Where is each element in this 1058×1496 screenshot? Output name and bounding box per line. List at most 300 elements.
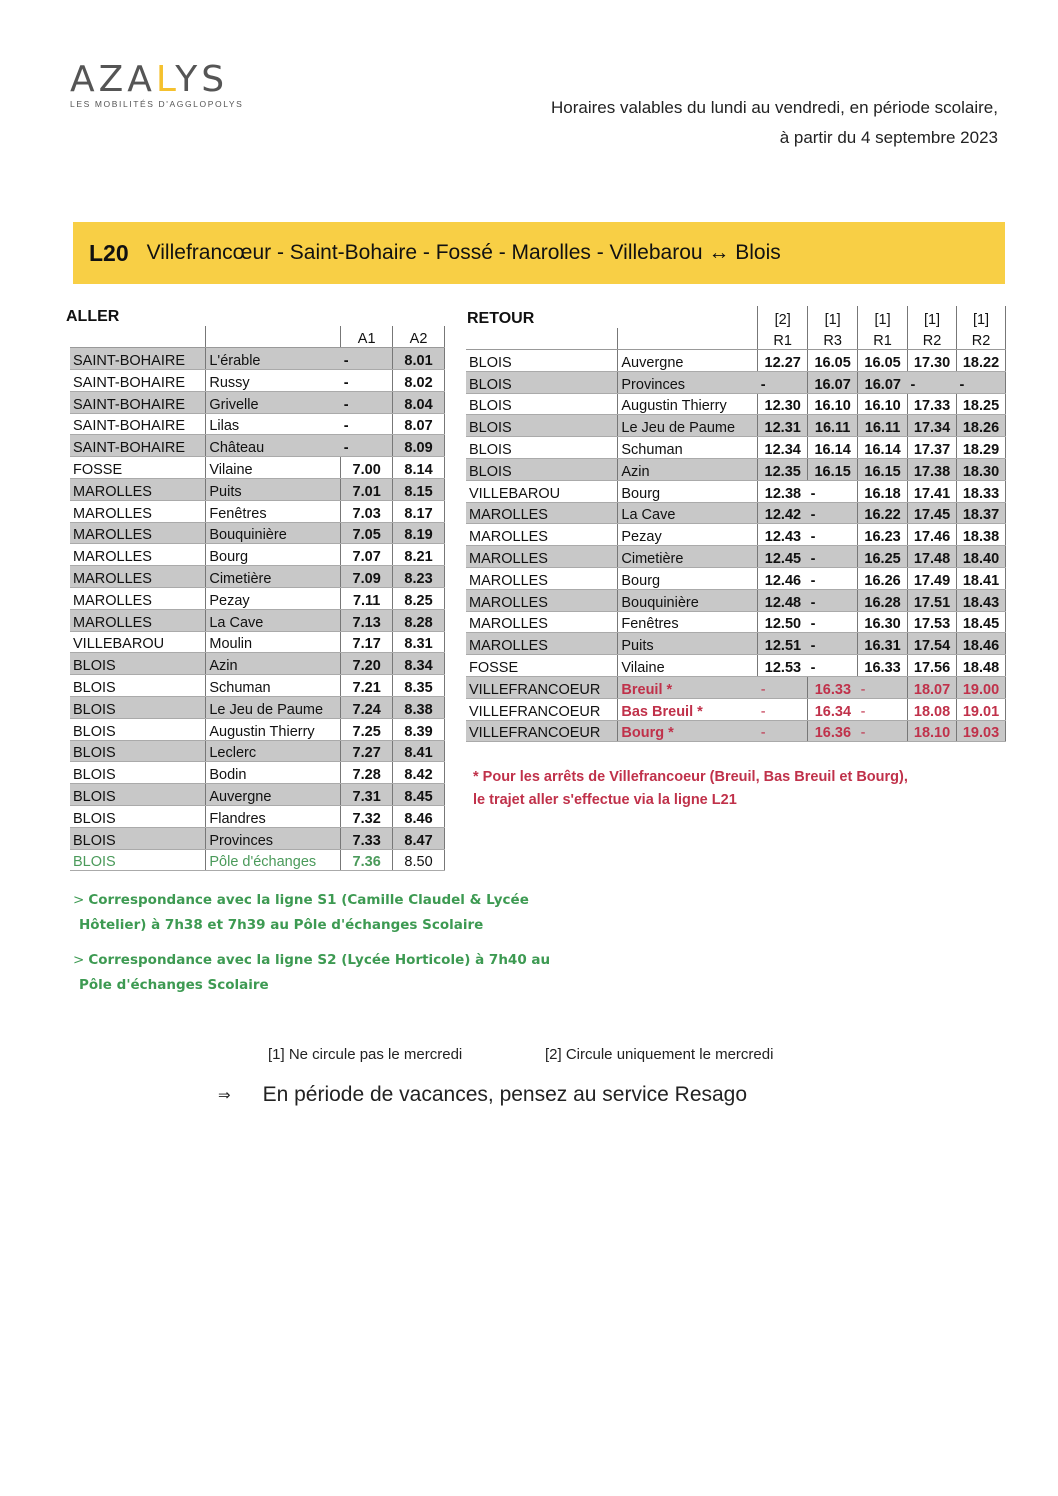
time-cell: 12.48 bbox=[758, 589, 808, 611]
stop-cell: Bourg bbox=[618, 568, 758, 590]
time-cell: 7.28 bbox=[341, 762, 393, 784]
table-row bbox=[70, 588, 445, 610]
time-cell: 8.21 bbox=[393, 544, 445, 566]
table-row bbox=[466, 437, 1006, 459]
stop-cell: La Cave bbox=[206, 609, 341, 631]
commune-cell: MAROLLES bbox=[70, 544, 206, 566]
commune-cell: MAROLLES bbox=[466, 502, 618, 524]
time-cell: - bbox=[908, 371, 957, 393]
column-header: A1 bbox=[341, 326, 393, 348]
commune-cell: SAINT-BOHAIRE bbox=[70, 435, 206, 457]
commune-cell: BLOIS bbox=[70, 827, 206, 849]
time-cell: 16.05 bbox=[858, 350, 908, 372]
table-row bbox=[466, 546, 1006, 568]
commune-cell: MAROLLES bbox=[70, 588, 206, 610]
stop-cell: Le Jeu de Paume bbox=[206, 697, 341, 719]
time-cell: 16.15 bbox=[808, 459, 858, 481]
blank-cell bbox=[466, 306, 618, 328]
time-cell: 8.19 bbox=[393, 522, 445, 544]
time-cell: 7.01 bbox=[341, 479, 393, 501]
line-title: Villefrancœur - Saint-Bohaire - Fossé - Marolles - Villebarou ↔ Blois bbox=[146, 241, 781, 264]
commune-cell: VILLEBAROU bbox=[466, 480, 618, 502]
course-header: R2 bbox=[908, 328, 957, 350]
line-banner bbox=[73, 222, 1005, 284]
time-cell: 16.31 bbox=[858, 633, 908, 655]
commune-cell: MAROLLES bbox=[466, 589, 618, 611]
time-cell: 16.25 bbox=[858, 546, 908, 568]
time-cell: 18.07 bbox=[908, 677, 957, 699]
time-cell: - bbox=[858, 720, 908, 742]
time-cell: - bbox=[808, 502, 858, 524]
stop-cell: L'érable bbox=[206, 348, 341, 370]
note-header: [1] bbox=[957, 306, 1006, 328]
commune-cell: MAROLLES bbox=[70, 522, 206, 544]
stop-cell: Le Jeu de Paume bbox=[618, 415, 758, 437]
time-cell: 7.33 bbox=[341, 827, 393, 849]
table-row bbox=[70, 522, 445, 544]
commune-cell: SAINT-BOHAIRE bbox=[70, 348, 206, 370]
time-cell: 12.53 bbox=[758, 655, 808, 677]
table-row bbox=[70, 370, 445, 392]
table-row bbox=[70, 784, 445, 806]
commune-cell: VILLEFRANCOEUR bbox=[466, 677, 618, 699]
commune-cell: MAROLLES bbox=[466, 524, 618, 546]
table-row bbox=[466, 698, 1006, 720]
time-cell: 17.46 bbox=[908, 524, 957, 546]
time-cell: - bbox=[808, 546, 858, 568]
time-cell: 8.46 bbox=[393, 806, 445, 828]
commune-cell: BLOIS bbox=[466, 415, 618, 437]
stop-cell: Bourg * bbox=[618, 720, 758, 742]
time-cell: 12.35 bbox=[758, 459, 808, 481]
header-row bbox=[70, 326, 445, 348]
course-header: R2 bbox=[957, 328, 1006, 350]
legend-1: [1] Ne circule pas le mercredi bbox=[268, 1046, 463, 1063]
commune-cell: BLOIS bbox=[70, 675, 206, 697]
note-header: [1] bbox=[858, 306, 908, 328]
resago-text: En période de vacances, pensez au service Resago bbox=[262, 1083, 748, 1106]
course-header: R1 bbox=[758, 328, 808, 350]
commune-cell: BLOIS bbox=[70, 740, 206, 762]
time-cell: 17.30 bbox=[908, 350, 957, 372]
time-cell: 7.27 bbox=[341, 740, 393, 762]
table-row bbox=[466, 611, 1006, 633]
time-cell: 18.33 bbox=[957, 480, 1006, 502]
logo-tagline: LES MOBILITÉS D'AGGLOPOLYS bbox=[70, 99, 244, 109]
table-row bbox=[466, 568, 1006, 590]
time-cell: 8.35 bbox=[393, 675, 445, 697]
time-cell: - bbox=[808, 568, 858, 590]
time-cell: 16.30 bbox=[858, 611, 908, 633]
time-cell: 17.54 bbox=[908, 633, 957, 655]
time-cell: 18.41 bbox=[957, 568, 1006, 590]
note-header: [1] bbox=[908, 306, 957, 328]
time-cell: 8.31 bbox=[393, 631, 445, 653]
commune-cell: BLOIS bbox=[70, 849, 206, 871]
time-cell: 7.20 bbox=[341, 653, 393, 675]
time-cell: 16.10 bbox=[858, 393, 908, 415]
stop-cell: Bodin bbox=[206, 762, 341, 784]
time-cell: 16.11 bbox=[808, 415, 858, 437]
time-cell: 18.46 bbox=[957, 633, 1006, 655]
retour-timetable bbox=[466, 306, 1006, 742]
course-header: R1 bbox=[858, 328, 908, 350]
stop-cell: Bas Breuil * bbox=[618, 698, 758, 720]
table-row bbox=[70, 544, 445, 566]
commune-cell: BLOIS bbox=[70, 718, 206, 740]
time-cell: 17.45 bbox=[908, 502, 957, 524]
time-cell: 8.50 bbox=[393, 849, 445, 871]
stop-cell: Bouquinière bbox=[618, 589, 758, 611]
time-cell: 7.09 bbox=[341, 566, 393, 588]
stop-cell: Leclerc bbox=[206, 740, 341, 762]
time-cell: - bbox=[808, 633, 858, 655]
logo-part: AZA bbox=[70, 59, 156, 100]
time-cell: 7.31 bbox=[341, 784, 393, 806]
logo-wordmark bbox=[70, 59, 243, 100]
stop-cell: Fenêtres bbox=[618, 611, 758, 633]
commune-cell: BLOIS bbox=[70, 762, 206, 784]
time-cell: 12.30 bbox=[758, 393, 808, 415]
time-cell: - bbox=[341, 413, 393, 435]
chevron-right-icon: > bbox=[73, 952, 85, 968]
column-header bbox=[70, 326, 206, 348]
table-row bbox=[466, 502, 1006, 524]
double-arrow-icon: ⇒ bbox=[218, 1087, 231, 1104]
stop-cell: Puits bbox=[206, 479, 341, 501]
time-cell: - bbox=[758, 720, 808, 742]
table-row bbox=[70, 566, 445, 588]
time-cell: - bbox=[758, 677, 808, 699]
time-cell: 16.23 bbox=[858, 524, 908, 546]
logo-part: L bbox=[155, 59, 176, 100]
stop-cell: Provinces bbox=[618, 371, 758, 393]
stop-cell: Schuman bbox=[206, 675, 341, 697]
table-row bbox=[466, 350, 1006, 372]
time-cell: 7.25 bbox=[341, 718, 393, 740]
commune-cell: SAINT-BOHAIRE bbox=[70, 370, 206, 392]
stop-cell: Pezay bbox=[206, 588, 341, 610]
stop-cell: Pôle d'échanges bbox=[206, 849, 341, 871]
codes-row bbox=[466, 328, 1006, 350]
time-cell: 7.17 bbox=[341, 631, 393, 653]
time-cell: 16.18 bbox=[858, 480, 908, 502]
table-row bbox=[466, 633, 1006, 655]
stop-cell: Bourg bbox=[618, 480, 758, 502]
note-line-2: le trajet aller s'effectue via la ligne L21 bbox=[473, 792, 737, 808]
time-cell: 12.46 bbox=[758, 568, 808, 590]
commune-cell: SAINT-BOHAIRE bbox=[70, 413, 206, 435]
commune-cell: MAROLLES bbox=[70, 566, 206, 588]
commune-cell: VILLEFRANCOEUR bbox=[466, 698, 618, 720]
notes-row bbox=[466, 306, 1006, 328]
time-cell: - bbox=[957, 371, 1006, 393]
table-row bbox=[70, 653, 445, 675]
table-row bbox=[70, 609, 445, 631]
villefrancoeur-note bbox=[473, 766, 908, 812]
time-cell: - bbox=[341, 391, 393, 413]
time-cell: 16.14 bbox=[858, 437, 908, 459]
corr-line-1: Correspondance avec la ligne S1 (Camille Claudel & Lycée bbox=[88, 892, 529, 908]
time-cell: 8.39 bbox=[393, 718, 445, 740]
commune-cell: SAINT-BOHAIRE bbox=[70, 391, 206, 413]
time-cell: - bbox=[858, 677, 908, 699]
blank-cell bbox=[618, 328, 758, 350]
table-row bbox=[70, 849, 445, 871]
table-row bbox=[70, 762, 445, 784]
table-row bbox=[70, 806, 445, 828]
time-cell: 12.38 bbox=[758, 480, 808, 502]
time-cell: 8.02 bbox=[393, 370, 445, 392]
time-cell: 7.07 bbox=[341, 544, 393, 566]
stop-cell: Pezay bbox=[618, 524, 758, 546]
commune-cell: BLOIS bbox=[70, 784, 206, 806]
commune-cell: BLOIS bbox=[466, 459, 618, 481]
time-cell: 18.38 bbox=[957, 524, 1006, 546]
corr-line-2: Pôle d'échanges Scolaire bbox=[79, 977, 269, 993]
time-cell: 8.23 bbox=[393, 566, 445, 588]
commune-cell: BLOIS bbox=[70, 697, 206, 719]
time-cell: 8.38 bbox=[393, 697, 445, 719]
time-cell: 17.41 bbox=[908, 480, 957, 502]
legend-2: [2] Circule uniquement le mercredi bbox=[545, 1046, 774, 1063]
time-cell: 7.32 bbox=[341, 806, 393, 828]
azalys-logo bbox=[70, 59, 244, 109]
table-row bbox=[70, 413, 445, 435]
time-cell: 17.48 bbox=[908, 546, 957, 568]
table-row bbox=[70, 500, 445, 522]
table-row bbox=[70, 675, 445, 697]
stop-cell: Auvergne bbox=[206, 784, 341, 806]
time-cell: - bbox=[808, 524, 858, 546]
note-line-1: * Pour les arrêts de Villefrancoeur (Breuil, Bas Breuil et Bourg), bbox=[473, 769, 908, 785]
time-cell: 12.27 bbox=[758, 350, 808, 372]
table-row bbox=[70, 391, 445, 413]
table-row bbox=[70, 479, 445, 501]
table-row bbox=[466, 655, 1006, 677]
time-cell: 12.31 bbox=[758, 415, 808, 437]
time-cell: 18.10 bbox=[908, 720, 957, 742]
time-cell: 8.04 bbox=[393, 391, 445, 413]
course-header: R3 bbox=[808, 328, 858, 350]
time-cell: 16.10 bbox=[808, 393, 858, 415]
time-cell: 17.37 bbox=[908, 437, 957, 459]
commune-cell: MAROLLES bbox=[466, 611, 618, 633]
time-cell: 8.07 bbox=[393, 413, 445, 435]
time-cell: 18.30 bbox=[957, 459, 1006, 481]
time-cell: 16.22 bbox=[858, 502, 908, 524]
time-cell: 16.07 bbox=[808, 371, 858, 393]
time-cell: 18.37 bbox=[957, 502, 1006, 524]
stop-cell: Azin bbox=[206, 653, 341, 675]
time-cell: 7.00 bbox=[341, 457, 393, 479]
note-header: [1] bbox=[808, 306, 858, 328]
time-cell: 16.33 bbox=[808, 677, 858, 699]
stop-cell: Vilaine bbox=[206, 457, 341, 479]
stop-cell: Breuil * bbox=[618, 677, 758, 699]
stop-cell: Lilas bbox=[206, 413, 341, 435]
stop-cell: Grivelle bbox=[206, 391, 341, 413]
time-cell: 18.48 bbox=[957, 655, 1006, 677]
commune-cell: BLOIS bbox=[466, 371, 618, 393]
table-row bbox=[466, 524, 1006, 546]
time-cell: 18.45 bbox=[957, 611, 1006, 633]
time-cell: 18.08 bbox=[908, 698, 957, 720]
time-cell: 7.21 bbox=[341, 675, 393, 697]
time-cell: 8.34 bbox=[393, 653, 445, 675]
time-cell: 7.11 bbox=[341, 588, 393, 610]
time-cell: - bbox=[808, 611, 858, 633]
table-row bbox=[466, 371, 1006, 393]
stop-cell: Bourg bbox=[206, 544, 341, 566]
time-cell: 19.00 bbox=[957, 677, 1006, 699]
stop-cell: Fenêtres bbox=[206, 500, 341, 522]
time-cell: 8.28 bbox=[393, 609, 445, 631]
blank-cell bbox=[618, 306, 758, 328]
time-cell: 17.34 bbox=[908, 415, 957, 437]
time-cell: 18.22 bbox=[957, 350, 1006, 372]
time-cell: 7.03 bbox=[341, 500, 393, 522]
time-cell: 7.36 bbox=[341, 849, 393, 871]
time-cell: - bbox=[341, 370, 393, 392]
time-cell: 16.36 bbox=[808, 720, 858, 742]
logo-part: YS bbox=[175, 59, 229, 100]
time-cell: 8.17 bbox=[393, 500, 445, 522]
time-cell: 17.49 bbox=[908, 568, 957, 590]
table-row bbox=[466, 720, 1006, 742]
stop-cell: Provinces bbox=[206, 827, 341, 849]
correspondance-s2 bbox=[73, 948, 550, 998]
column-header: A2 bbox=[393, 326, 445, 348]
time-cell: 18.25 bbox=[957, 393, 1006, 415]
time-cell: 8.09 bbox=[393, 435, 445, 457]
time-cell: 17.51 bbox=[908, 589, 957, 611]
time-cell: - bbox=[808, 589, 858, 611]
time-cell: 17.56 bbox=[908, 655, 957, 677]
time-cell: 16.34 bbox=[808, 698, 858, 720]
time-cell: 12.50 bbox=[758, 611, 808, 633]
time-cell: - bbox=[808, 655, 858, 677]
line-code: L20 bbox=[89, 239, 129, 266]
time-cell: 16.15 bbox=[858, 459, 908, 481]
aller-title: ALLER bbox=[66, 308, 120, 325]
time-cell: 12.43 bbox=[758, 524, 808, 546]
time-cell: 16.33 bbox=[858, 655, 908, 677]
table-row bbox=[466, 589, 1006, 611]
column-header bbox=[206, 326, 341, 348]
stop-cell: Moulin bbox=[206, 631, 341, 653]
time-cell: 12.51 bbox=[758, 633, 808, 655]
time-cell: 18.40 bbox=[957, 546, 1006, 568]
retour-title: RETOUR bbox=[467, 310, 535, 327]
time-cell: 18.26 bbox=[957, 415, 1006, 437]
time-cell: 7.24 bbox=[341, 697, 393, 719]
time-cell: - bbox=[808, 480, 858, 502]
aller-timetable bbox=[70, 326, 445, 871]
stop-cell: Azin bbox=[618, 459, 758, 481]
time-cell: 17.33 bbox=[908, 393, 957, 415]
table-row bbox=[466, 480, 1006, 502]
time-cell: 19.03 bbox=[957, 720, 1006, 742]
stop-cell: Cimetière bbox=[206, 566, 341, 588]
time-cell: 7.05 bbox=[341, 522, 393, 544]
table-row bbox=[466, 677, 1006, 699]
time-cell: 8.45 bbox=[393, 784, 445, 806]
time-cell: 16.07 bbox=[858, 371, 908, 393]
stop-cell: Vilaine bbox=[618, 655, 758, 677]
table-row bbox=[70, 348, 445, 370]
time-cell: 19.01 bbox=[957, 698, 1006, 720]
table-row bbox=[70, 718, 445, 740]
stop-cell: Schuman bbox=[618, 437, 758, 459]
time-cell: - bbox=[758, 698, 808, 720]
corr-line-2: Hôtelier) à 7h38 et 7h39 au Pôle d'échanges Scolaire bbox=[79, 917, 484, 933]
stop-cell: Flandres bbox=[206, 806, 341, 828]
note-header: [2] bbox=[758, 306, 808, 328]
corr-line-1: Correspondance avec la ligne S2 (Lycée Horticole) à 7h40 au bbox=[88, 952, 551, 968]
validity-line-2: à partir du 4 septembre 2023 bbox=[779, 128, 998, 147]
commune-cell: FOSSE bbox=[70, 457, 206, 479]
commune-cell: BLOIS bbox=[466, 393, 618, 415]
commune-cell: MAROLLES bbox=[466, 546, 618, 568]
table-row bbox=[70, 435, 445, 457]
commune-cell: MAROLLES bbox=[70, 479, 206, 501]
stop-cell: Russy bbox=[206, 370, 341, 392]
commune-cell: BLOIS bbox=[466, 437, 618, 459]
table-row bbox=[70, 457, 445, 479]
commune-cell: VILLEFRANCOEUR bbox=[466, 720, 618, 742]
table-row bbox=[466, 415, 1006, 437]
chevron-right-icon: > bbox=[73, 892, 85, 908]
table-row bbox=[70, 631, 445, 653]
stop-cell: Augustin Thierry bbox=[206, 718, 341, 740]
time-cell: 17.38 bbox=[908, 459, 957, 481]
time-cell: 18.29 bbox=[957, 437, 1006, 459]
commune-cell: MAROLLES bbox=[466, 568, 618, 590]
time-cell: 16.14 bbox=[808, 437, 858, 459]
table-row bbox=[466, 459, 1006, 481]
stop-cell: Cimetière bbox=[618, 546, 758, 568]
table-row bbox=[70, 740, 445, 762]
time-cell: 8.42 bbox=[393, 762, 445, 784]
stop-cell: Bouquinière bbox=[206, 522, 341, 544]
time-cell: 8.41 bbox=[393, 740, 445, 762]
stop-cell: Château bbox=[206, 435, 341, 457]
stop-cell: La Cave bbox=[618, 502, 758, 524]
time-cell: 16.11 bbox=[858, 415, 908, 437]
commune-cell: VILLEBAROU bbox=[70, 631, 206, 653]
correspondance-s1 bbox=[73, 888, 529, 938]
time-cell: 12.42 bbox=[758, 502, 808, 524]
stop-cell: Puits bbox=[618, 633, 758, 655]
commune-cell: BLOIS bbox=[70, 653, 206, 675]
time-cell: - bbox=[758, 371, 808, 393]
commune-cell: FOSSE bbox=[466, 655, 618, 677]
commune-cell: BLOIS bbox=[466, 350, 618, 372]
commune-cell: BLOIS bbox=[70, 806, 206, 828]
time-cell: 8.15 bbox=[393, 479, 445, 501]
commune-cell: MAROLLES bbox=[466, 633, 618, 655]
resago-notice bbox=[218, 1083, 747, 1107]
time-cell: 18.43 bbox=[957, 589, 1006, 611]
table-row bbox=[466, 393, 1006, 415]
time-cell: 8.47 bbox=[393, 827, 445, 849]
time-cell: 12.45 bbox=[758, 546, 808, 568]
time-cell: 16.26 bbox=[858, 568, 908, 590]
stop-cell: Augustin Thierry bbox=[618, 393, 758, 415]
time-cell: 16.28 bbox=[858, 589, 908, 611]
commune-cell: MAROLLES bbox=[70, 609, 206, 631]
